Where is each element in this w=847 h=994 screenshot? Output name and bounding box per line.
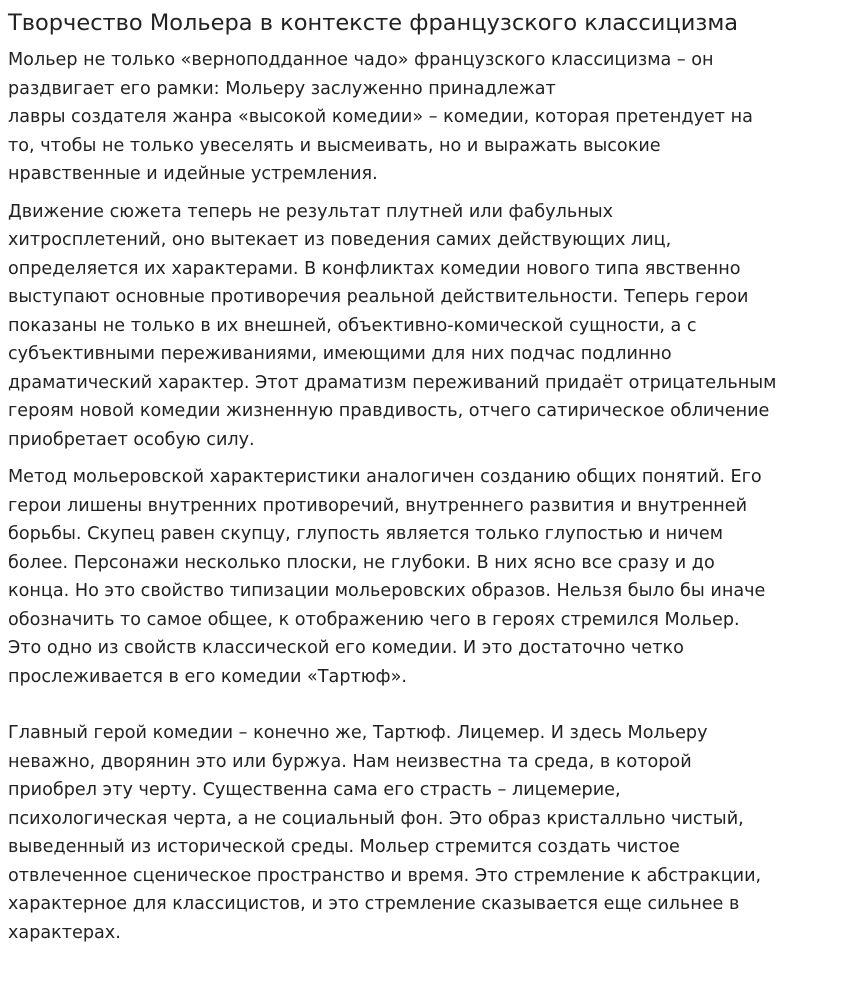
article-title: Творчество Мольера в контексте французского классицизма [8,10,739,36]
paragraph-spacer [8,700,839,719]
paragraph-2: Движение сюжета теперь не результат плутней или фабульных хитросплетений, оно вытекает из поведения самих действующих лиц, определяется их характерами. В конфликтах комедии нового типа явственно выступают основные противоречия реальной действительности. Теперь герои показаны не только в их внешней, объективно-комической сущности, а с субъективными переживаниями, имеющими для них подчас подлинно драматический характер. Этот драматизм переживаний придаёт отрицательным героям новой комедии жизненную правдивость, отчего сатирическое обличение приобретает особую силу. [8,201,777,450]
paragraph-1: Мольер не только «верноподданное чадо» французского классицизма – он раздвигает его рамки: Мольеру заслуженно принадлежат лавры создателя жанра «высокой комедии» – комедии, которая претендует на то, чтобы не только увеселять и высмеивать, но и выражать высокие нравственные и идейные устремления. [8,50,753,184]
paragraph-3: Метод мольеровской характеристики аналогичен созданию общих понятий. Его герои лишены внутренних противоречий, внутреннего развития и внутренней борьбы. Скупец равен скупцу, глупость является только глупостью и ничем более. Персонажи несколько плоски, не глубоки. В них ясно все сразу и до конца. Но это свойство типизации мольеровских образов. Нельзя было бы иначе обозначить то самое общее, к отображению чего в героях стремился Мольер. Это одно из свойств классической его комедии. И это достаточно четко прослеживается в его комедии «Тартюф». [8,467,766,687]
paragraph-4: Главный герой комедии – конечно же, Тартюф. Лицемер. И здесь Мольеру неважно, дворянин это или буржуа. Нам неизвестна та среда, в которой приобрел эту черту. Существенна сама его страсть – лицемерие, психологическая черта, а не социальный фон. Это образ кристалльно чистый, выведенный из исторической среды. Мольер стремится создать чистое отвлеченное сценическое пространство и время. Это стремление к абстракции, характерное для классицистов, и это стремление сказывается еще сильнее в характерах. [8,723,762,943]
